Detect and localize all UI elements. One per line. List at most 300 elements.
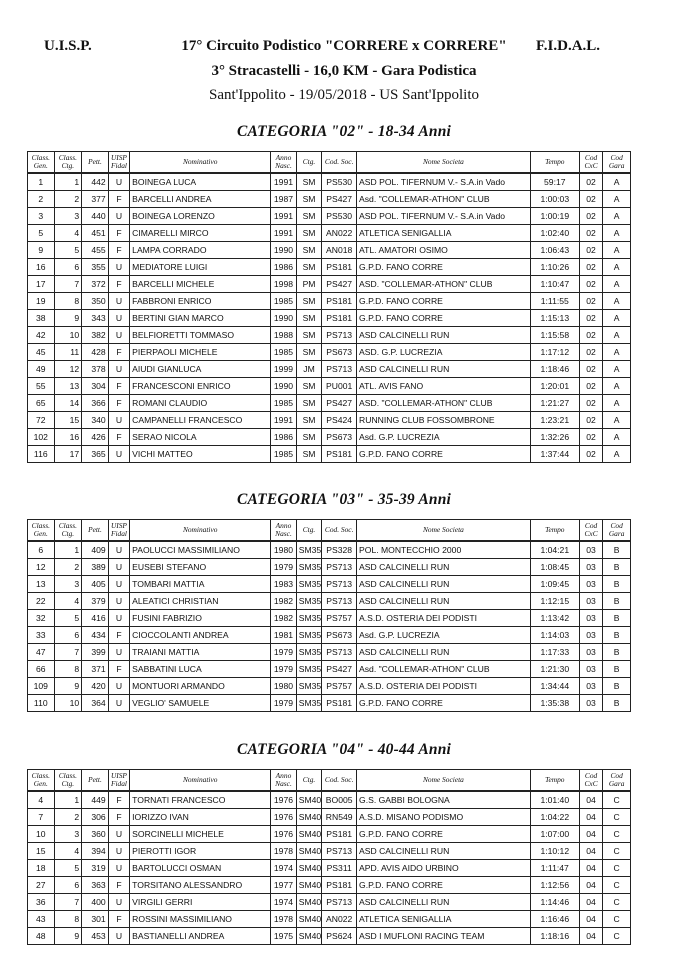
results-table — [27, 519, 631, 712]
cell-affiliation: U — [108, 173, 129, 191]
cell-code-cxc: 02 — [579, 310, 603, 327]
cell-name: VICHI MATTEO — [130, 446, 271, 463]
cell-club-code: PS181 — [322, 877, 357, 894]
cell-club-name: Asd. G.P. LUCREZIA — [357, 627, 531, 644]
cell-code-race: A — [603, 344, 631, 361]
table-row — [28, 678, 631, 695]
cell-class-gen: 16 — [28, 259, 55, 276]
cell-birth-year: 1990 — [271, 378, 297, 395]
cell-code-race: C — [603, 928, 631, 945]
cell-birth-year: 1986 — [271, 429, 297, 446]
cell-affiliation: U — [108, 559, 129, 576]
cell-time: 1:06:43 — [530, 242, 579, 259]
table-row — [28, 576, 631, 593]
cell-club-name: ASD CALCINELLI RUN — [357, 327, 531, 344]
cell-code-cxc: 04 — [579, 877, 603, 894]
cell-class-gen: 7 — [28, 809, 55, 826]
cell-birth-year: 1981 — [271, 627, 297, 644]
cell-time: 1:17:12 — [530, 344, 579, 361]
cell-club-code: PS713 — [322, 593, 357, 610]
cell-class-ctg: 15 — [54, 412, 82, 429]
cell-time: 1:00:19 — [530, 208, 579, 225]
cell-affiliation: F — [108, 395, 129, 412]
cell-code-race: B — [603, 610, 631, 627]
cell-class-ctg: 12 — [54, 361, 82, 378]
cell-code-race: A — [603, 293, 631, 310]
cell-code-cxc: 04 — [579, 860, 603, 877]
cell-class-gen: 3 — [28, 208, 55, 225]
table-row — [28, 395, 631, 412]
cell-class-ctg: 16 — [54, 429, 82, 446]
cell-birth-year: 1986 — [271, 259, 297, 276]
cell-code-cxc: 03 — [579, 661, 603, 678]
table-row — [28, 809, 631, 826]
cell-class-ctg: 2 — [54, 809, 82, 826]
cell-time: 1:10:26 — [530, 259, 579, 276]
cell-time: 1:15:13 — [530, 310, 579, 327]
table-row — [28, 644, 631, 661]
cell-class-gen: 49 — [28, 361, 55, 378]
cell-birth-year: 1976 — [271, 826, 297, 843]
cell-birth-year: 1976 — [271, 791, 297, 809]
cell-code-cxc: 02 — [579, 412, 603, 429]
column-header-class-gen: Class. Gen. — [28, 520, 55, 542]
cell-affiliation: U — [108, 310, 129, 327]
cell-time: 1:14:46 — [530, 894, 579, 911]
cell-time: 1:10:12 — [530, 843, 579, 860]
cell-code-cxc: 02 — [579, 429, 603, 446]
cell-category: SM35 — [296, 678, 322, 695]
cell-code-race: A — [603, 446, 631, 463]
column-header-code-cxc: Cod CxC — [579, 520, 603, 542]
table-row — [28, 344, 631, 361]
table-header-row — [28, 152, 631, 174]
column-header-bib: Pett. — [82, 770, 109, 792]
cell-class-gen: 17 — [28, 276, 55, 293]
cell-code-race: C — [603, 826, 631, 843]
cell-time: 1:04:21 — [530, 541, 579, 559]
cell-class-ctg: 7 — [54, 276, 82, 293]
cell-name: BELFIORETTI TOMMASO — [130, 327, 271, 344]
cell-class-ctg: 4 — [54, 843, 82, 860]
cell-code-race: C — [603, 911, 631, 928]
cell-club-name: ASD POL. TIFERNUM V.- S.A.in Vado — [357, 208, 531, 225]
cell-category: SM — [296, 173, 322, 191]
cell-code-cxc: 04 — [579, 843, 603, 860]
cell-club-code: PS181 — [322, 446, 357, 463]
cell-class-gen: 5 — [28, 225, 55, 242]
cell-name: TRAIANI MATTIA — [130, 644, 271, 661]
cell-name: CIOCCOLANTI ANDREA — [130, 627, 271, 644]
cell-code-race: C — [603, 894, 631, 911]
cell-code-cxc: 04 — [579, 809, 603, 826]
cell-time: 1:13:42 — [530, 610, 579, 627]
cell-category: SM — [296, 429, 322, 446]
table-row — [28, 259, 631, 276]
cell-bib: 379 — [82, 593, 109, 610]
cell-class-ctg: 6 — [54, 259, 82, 276]
cell-club-name: Asd. G.P. LUCREZIA — [357, 429, 531, 446]
cell-class-gen: 6 — [28, 541, 55, 559]
cell-affiliation: F — [108, 344, 129, 361]
cell-time: 1:04:22 — [530, 809, 579, 826]
cell-class-ctg: 2 — [54, 191, 82, 208]
cell-class-ctg: 3 — [54, 208, 82, 225]
table-row — [28, 310, 631, 327]
cell-affiliation: F — [108, 627, 129, 644]
cell-class-ctg: 1 — [54, 541, 82, 559]
table-header-row — [28, 770, 631, 792]
cell-club-code: AN018 — [322, 242, 357, 259]
cell-time: 1:20:01 — [530, 378, 579, 395]
cell-code-cxc: 03 — [579, 644, 603, 661]
cell-club-name: POL. MONTECCHIO 2000 — [357, 541, 531, 559]
cell-time: 1:21:27 — [530, 395, 579, 412]
cell-class-gen: 18 — [28, 860, 55, 877]
cell-name: BERTINI GIAN MARCO — [130, 310, 271, 327]
cell-name: BARCELLI MICHELE — [130, 276, 271, 293]
cell-club-code: PS713 — [322, 576, 357, 593]
cell-class-ctg: 4 — [54, 225, 82, 242]
column-header-club-code: Cod. Soc. — [322, 770, 357, 792]
cell-code-cxc: 04 — [579, 894, 603, 911]
cell-affiliation: U — [108, 541, 129, 559]
cell-name: TORNATI FRANCESCO — [130, 791, 271, 809]
table-row — [28, 446, 631, 463]
cell-name: FRANCESCONI ENRICO — [130, 378, 271, 395]
cell-class-ctg: 11 — [54, 344, 82, 361]
cell-club-code: PS624 — [322, 928, 357, 945]
cell-class-gen: 10 — [28, 826, 55, 843]
cell-code-cxc: 03 — [579, 593, 603, 610]
column-header-code-race: Cod Gara — [603, 520, 631, 542]
cell-club-name: ASD. "COLLEMAR-ATHON" CLUB — [357, 276, 531, 293]
cell-code-race: A — [603, 242, 631, 259]
cell-name: BARCELLI ANDREA — [130, 191, 271, 208]
column-header-birth-year: Anno Nasc. — [271, 152, 297, 174]
cell-bib: 453 — [82, 928, 109, 945]
cell-club-name: A.S.D. OSTERIA DEI PODISTI — [357, 610, 531, 627]
cell-name: TOMBARI MATTIA — [130, 576, 271, 593]
cell-class-gen: 2 — [28, 191, 55, 208]
cell-class-gen: 47 — [28, 644, 55, 661]
cell-class-ctg: 4 — [54, 593, 82, 610]
race-place-date: Sant'Ippolito - 19/05/2018 - US Sant'Ippolito — [209, 87, 479, 103]
table-row — [28, 327, 631, 344]
cell-name: CAMPANELLI FRANCESCO — [130, 412, 271, 429]
cell-category: SM — [296, 395, 322, 412]
cell-class-ctg: 5 — [54, 242, 82, 259]
cell-name: TORSITANO ALESSANDRO — [130, 877, 271, 894]
cell-name: PIERPAOLI MICHELE — [130, 344, 271, 361]
table-header-row — [28, 520, 631, 542]
cell-affiliation: F — [108, 791, 129, 809]
cell-code-race: A — [603, 225, 631, 242]
cell-class-gen: 27 — [28, 877, 55, 894]
cell-bib: 340 — [82, 412, 109, 429]
cell-class-ctg: 3 — [54, 576, 82, 593]
cell-code-race: A — [603, 173, 631, 191]
cell-time: 1:17:33 — [530, 644, 579, 661]
cell-category: SM — [296, 310, 322, 327]
cell-affiliation: U — [108, 446, 129, 463]
cell-name: LAMPA CORRADO — [130, 242, 271, 259]
cell-name: IORIZZO IVAN — [130, 809, 271, 826]
cell-affiliation: F — [108, 809, 129, 826]
cell-code-cxc: 03 — [579, 695, 603, 712]
cell-class-ctg: 7 — [54, 644, 82, 661]
cell-bib: 409 — [82, 541, 109, 559]
cell-code-race: C — [603, 791, 631, 809]
cell-name: MONTUORI ARMANDO — [130, 678, 271, 695]
cell-time: 1:00:03 — [530, 191, 579, 208]
cell-category: SM35 — [296, 559, 322, 576]
cell-bib: 304 — [82, 378, 109, 395]
cell-bib: 389 — [82, 559, 109, 576]
cell-time: 1:16:46 — [530, 911, 579, 928]
cell-birth-year: 1979 — [271, 695, 297, 712]
cell-affiliation: U — [108, 928, 129, 945]
cell-affiliation: U — [108, 826, 129, 843]
cell-club-name: ATL. AMATORI OSIMO — [357, 242, 531, 259]
table-row — [28, 627, 631, 644]
cell-category: SM — [296, 293, 322, 310]
cell-club-code: PS713 — [322, 559, 357, 576]
cell-name: VIRGILI GERRI — [130, 894, 271, 911]
column-header-name: Nominativo — [130, 520, 271, 542]
cell-birth-year: 1980 — [271, 678, 297, 695]
cell-club-code: PS530 — [322, 173, 357, 191]
cell-category: SM — [296, 208, 322, 225]
cell-time: 1:15:58 — [530, 327, 579, 344]
cell-birth-year: 1985 — [271, 395, 297, 412]
cell-affiliation: U — [108, 644, 129, 661]
table-row — [28, 860, 631, 877]
column-header-class-ctg: Class. Ctg. — [54, 770, 82, 792]
column-header-category: Ctg. — [296, 152, 322, 174]
cell-affiliation: U — [108, 843, 129, 860]
column-header-bib: Pett. — [82, 520, 109, 542]
cell-code-race: A — [603, 208, 631, 225]
cell-time: 1:12:15 — [530, 593, 579, 610]
cell-code-cxc: 02 — [579, 446, 603, 463]
cell-birth-year: 1978 — [271, 843, 297, 860]
cell-birth-year: 1985 — [271, 446, 297, 463]
table-row — [28, 293, 631, 310]
cell-name: BASTIANELLI ANDREA — [130, 928, 271, 945]
cell-code-cxc: 02 — [579, 191, 603, 208]
cell-class-gen: 72 — [28, 412, 55, 429]
race-subtitle: 3° Stracastelli - 16,0 KM - Gara Podistica — [211, 63, 477, 79]
cell-class-ctg: 9 — [54, 928, 82, 945]
cell-code-race: B — [603, 678, 631, 695]
cell-category: SM — [296, 446, 322, 463]
category-title: CATEGORIA "03" - 35-39 Anni — [236, 491, 452, 508]
cell-birth-year: 1991 — [271, 412, 297, 429]
cell-code-race: C — [603, 843, 631, 860]
cell-code-race: A — [603, 412, 631, 429]
cell-category: SM40 — [296, 826, 322, 843]
cell-class-gen: 12 — [28, 559, 55, 576]
cell-birth-year: 1983 — [271, 576, 297, 593]
cell-club-name: G.P.D. FANO CORRE — [357, 310, 531, 327]
column-header-code-cxc: Cod CxC — [579, 152, 603, 174]
cell-affiliation: U — [108, 412, 129, 429]
cell-time: 1:11:55 — [530, 293, 579, 310]
cell-class-gen: 33 — [28, 627, 55, 644]
cell-category: SM — [296, 327, 322, 344]
cell-name: SORCINELLI MICHELE — [130, 826, 271, 843]
column-header-class-gen: Class. Gen. — [28, 152, 55, 174]
cell-birth-year: 1991 — [271, 225, 297, 242]
cell-bib: 363 — [82, 877, 109, 894]
cell-bib: 449 — [82, 791, 109, 809]
table-row — [28, 695, 631, 712]
cell-time: 1:09:45 — [530, 576, 579, 593]
cell-club-code: BO005 — [322, 791, 357, 809]
cell-code-race: A — [603, 395, 631, 412]
cell-code-race: B — [603, 541, 631, 559]
cell-club-name: RUNNING CLUB FOSSOMBRONE — [357, 412, 531, 429]
cell-birth-year: 1975 — [271, 928, 297, 945]
cell-club-name: ASD. "COLLEMAR-ATHON" CLUB — [357, 395, 531, 412]
cell-class-gen: 116 — [28, 446, 55, 463]
cell-bib: 428 — [82, 344, 109, 361]
cell-category: SM — [296, 225, 322, 242]
cell-class-ctg: 1 — [54, 791, 82, 809]
table-row — [28, 361, 631, 378]
cell-category: SM — [296, 259, 322, 276]
cell-name: BARTOLUCCI OSMAN — [130, 860, 271, 877]
column-header-name: Nominativo — [130, 770, 271, 792]
cell-class-gen: 110 — [28, 695, 55, 712]
cell-club-name: A.S.D. MISANO PODISMO — [357, 809, 531, 826]
cell-class-gen: 55 — [28, 378, 55, 395]
cell-class-ctg: 9 — [54, 310, 82, 327]
cell-time: 1:08:45 — [530, 559, 579, 576]
cell-club-name: G.P.D. FANO CORRE — [357, 877, 531, 894]
cell-class-ctg: 1 — [54, 173, 82, 191]
cell-class-gen: 36 — [28, 894, 55, 911]
cell-club-code: PS673 — [322, 429, 357, 446]
cell-class-ctg: 8 — [54, 911, 82, 928]
cell-bib: 301 — [82, 911, 109, 928]
cell-bib: 377 — [82, 191, 109, 208]
cell-code-cxc: 02 — [579, 225, 603, 242]
cell-class-ctg: 8 — [54, 293, 82, 310]
cell-category: SM35 — [296, 610, 322, 627]
cell-time: 1:10:47 — [530, 276, 579, 293]
table-row — [28, 877, 631, 894]
cell-category: SM35 — [296, 593, 322, 610]
table-row — [28, 225, 631, 242]
cell-club-name: ATLETICA SENIGALLIA — [357, 225, 531, 242]
cell-birth-year: 1980 — [271, 541, 297, 559]
cell-club-code: PS757 — [322, 678, 357, 695]
cell-affiliation: F — [108, 191, 129, 208]
cell-code-race: A — [603, 429, 631, 446]
cell-club-name: ASD CALCINELLI RUN — [357, 559, 531, 576]
cell-class-gen: 32 — [28, 610, 55, 627]
cell-birth-year: 1979 — [271, 661, 297, 678]
cell-code-race: B — [603, 559, 631, 576]
category-title: CATEGORIA "04" - 40-44 Anni — [236, 741, 452, 758]
cell-name: PIEROTTI IGOR — [130, 843, 271, 860]
cell-name: CIMARELLI MIRCO — [130, 225, 271, 242]
cell-club-code: PS713 — [322, 327, 357, 344]
cell-bib: 364 — [82, 695, 109, 712]
cell-club-name: APD. AVIS AIDO URBINO — [357, 860, 531, 877]
cell-affiliation: U — [108, 259, 129, 276]
cell-club-code: PS181 — [322, 695, 357, 712]
cell-name: BOINEGA LUCA — [130, 173, 271, 191]
cell-affiliation: U — [108, 695, 129, 712]
table-row — [28, 429, 631, 446]
cell-bib: 442 — [82, 173, 109, 191]
cell-birth-year: 1987 — [271, 191, 297, 208]
cell-birth-year: 1979 — [271, 559, 297, 576]
cell-category: SM — [296, 344, 322, 361]
cell-affiliation: U — [108, 593, 129, 610]
cell-club-code: PS424 — [322, 412, 357, 429]
table-row — [28, 276, 631, 293]
cell-class-ctg: 10 — [54, 695, 82, 712]
cell-code-race: B — [603, 593, 631, 610]
cell-bib: 394 — [82, 843, 109, 860]
column-header-time: Tempo — [530, 770, 579, 792]
cell-class-gen: 109 — [28, 678, 55, 695]
cell-class-ctg: 8 — [54, 661, 82, 678]
column-header-time: Tempo — [530, 152, 579, 174]
cell-time: 1:37:44 — [530, 446, 579, 463]
cell-club-code: PS181 — [322, 310, 357, 327]
cell-bib: 416 — [82, 610, 109, 627]
cell-club-name: G.P.D. FANO CORRE — [357, 293, 531, 310]
cell-category: SM40 — [296, 809, 322, 826]
cell-bib: 455 — [82, 242, 109, 259]
cell-category: SM40 — [296, 843, 322, 860]
cell-time: 1:07:00 — [530, 826, 579, 843]
cell-club-name: G.P.D. FANO CORRE — [357, 259, 531, 276]
column-header-class-gen: Class. Gen. — [28, 770, 55, 792]
cell-time: 1:23:21 — [530, 412, 579, 429]
column-header-affiliation: UISP Fidal — [108, 152, 129, 174]
cell-bib: 434 — [82, 627, 109, 644]
cell-class-gen: 65 — [28, 395, 55, 412]
cell-code-cxc: 02 — [579, 327, 603, 344]
cell-club-name: ASD CALCINELLI RUN — [357, 644, 531, 661]
cell-name: BOINEGA LORENZO — [130, 208, 271, 225]
column-header-time: Tempo — [530, 520, 579, 542]
cell-affiliation: U — [108, 361, 129, 378]
cell-class-ctg: 3 — [54, 826, 82, 843]
cell-category: SM35 — [296, 661, 322, 678]
cell-code-race: C — [603, 860, 631, 877]
cell-bib: 306 — [82, 809, 109, 826]
cell-class-gen: 19 — [28, 293, 55, 310]
table-row — [28, 559, 631, 576]
table-row — [28, 661, 631, 678]
cell-bib: 382 — [82, 327, 109, 344]
column-header-bib: Pett. — [82, 152, 109, 174]
cell-bib: 360 — [82, 826, 109, 843]
cell-code-race: B — [603, 576, 631, 593]
column-header-affiliation: UISP Fidal — [108, 770, 129, 792]
cell-bib: 420 — [82, 678, 109, 695]
cell-affiliation: F — [108, 661, 129, 678]
column-header-name: Nominativo — [130, 152, 271, 174]
cell-code-cxc: 02 — [579, 259, 603, 276]
